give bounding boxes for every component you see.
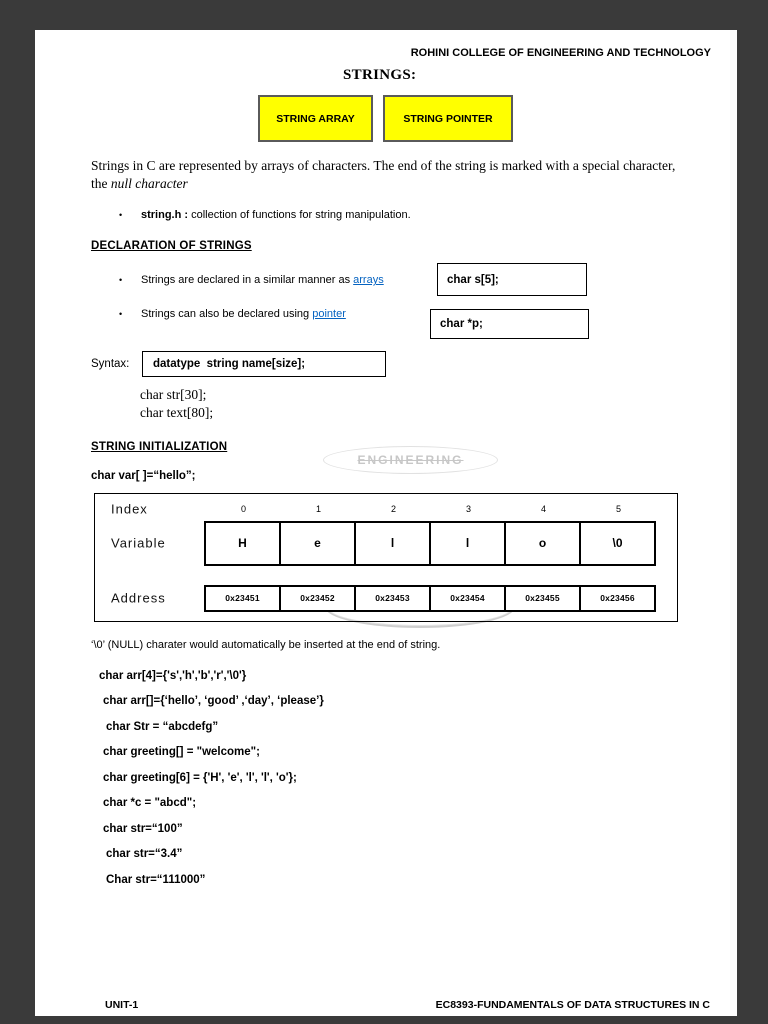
code-line: char Str = “abcdefg” xyxy=(106,720,219,733)
badge-string-array: STRING ARRAY xyxy=(258,95,373,142)
intro-emphasis: null character xyxy=(110,176,188,192)
initialization-code: char var[ ]=“hello”; xyxy=(91,469,196,482)
declaration-item1-text: Strings are declared in a similar manner as xyxy=(141,274,354,287)
syntax-example-1: char str[30]; xyxy=(140,387,207,403)
section-declaration-heading: DECLARATION OF STRINGS xyxy=(91,240,252,253)
declaration-item-arrays xyxy=(119,274,384,286)
intro-paragraph xyxy=(91,157,683,193)
pointer-link[interactable]: pointer xyxy=(312,308,346,321)
index-cell: 0 xyxy=(240,503,246,514)
topic-badges xyxy=(258,95,737,142)
code-line: Char str=“111000” xyxy=(106,873,206,886)
library-note-rest: collection of functions for string manipulation. xyxy=(188,209,411,222)
address-row-label: Address xyxy=(111,590,166,606)
index-cell: 1 xyxy=(315,503,321,514)
example-code-block xyxy=(99,670,737,886)
footer-course: EC8393-FUNDAMENTALS OF DATA STRUCTURES IN C xyxy=(435,999,710,1011)
library-note-text xyxy=(141,209,411,221)
variable-cell: l xyxy=(429,521,506,566)
library-note-bold: string.h : xyxy=(141,209,189,222)
index-cell: 2 xyxy=(390,503,396,514)
declaration-section xyxy=(91,262,737,346)
address-cell: 0x23452 xyxy=(279,585,356,612)
syntax-label: Syntax: xyxy=(91,358,130,371)
code-line: char greeting[] = "welcome"; xyxy=(103,746,260,759)
address-cell: 0x23456 xyxy=(579,585,656,612)
address-cell: 0x23451 xyxy=(204,585,281,612)
char-array-declaration-box: char s[5]; xyxy=(437,263,587,296)
null-terminator-note: ‘\0’ (NULL) charater would automatically be inserted at the end of string. xyxy=(91,638,441,651)
variable-row xyxy=(111,521,677,566)
variable-cell: \0 xyxy=(579,521,656,566)
watermark-text: ENGINEERING xyxy=(357,453,464,467)
library-note xyxy=(119,209,737,221)
variable-row-label: Variable xyxy=(111,535,166,551)
page-title: STRINGS: xyxy=(343,67,417,83)
variable-cell: H xyxy=(204,521,281,566)
bullet-icon: • xyxy=(119,309,123,320)
syntax-box: datatype string name[size]; xyxy=(142,351,386,377)
string-memory-table xyxy=(94,493,678,622)
code-line: char greeting[6] = {'H', 'e', 'l', 'l', 'o'}; xyxy=(103,771,297,784)
address-cell: 0x23455 xyxy=(504,585,581,612)
index-row-label: Index xyxy=(111,501,148,517)
address-cell: 0x23453 xyxy=(354,585,431,612)
code-line: char arr[4]={'s','h','b','r','\0'} xyxy=(99,669,247,682)
institution-header: ROHINI COLLEGE OF ENGINEERING AND TECHNOLOGY xyxy=(410,47,711,59)
address-cell: 0x23454 xyxy=(429,585,506,612)
char-pointer-declaration-box: char *p; xyxy=(430,309,589,339)
bullet-icon: • xyxy=(119,275,123,286)
syntax-example-2: char text[80]; xyxy=(140,404,214,420)
index-cell: 3 xyxy=(465,503,471,514)
document-page xyxy=(35,30,737,1016)
code-line: char *c = "abcd"; xyxy=(103,797,197,810)
syntax-row xyxy=(91,351,737,377)
code-line: char arr[]={‘hello’, ‘good’ ,‘day’, ‘please’} xyxy=(103,695,324,708)
syntax-examples xyxy=(140,386,737,421)
code-line: char str=“100” xyxy=(103,822,183,835)
badge-string-pointer: STRING POINTER xyxy=(383,95,513,142)
footer-unit: UNIT-1 xyxy=(105,999,139,1011)
variable-cell: o xyxy=(504,521,581,566)
address-row xyxy=(111,585,677,612)
variable-cell: e xyxy=(279,521,356,566)
declaration-item-text xyxy=(141,274,384,286)
bullet-icon: • xyxy=(119,210,123,221)
code-line: char str=“3.4” xyxy=(106,848,183,861)
index-cell: 4 xyxy=(540,503,546,514)
declaration-item-pointer xyxy=(119,308,346,320)
index-row xyxy=(111,501,677,517)
page-footer xyxy=(35,999,737,1011)
index-cell: 5 xyxy=(615,503,621,514)
arrays-link[interactable]: arrays xyxy=(353,274,384,287)
section-initialization-heading: STRING INITIALIZATION xyxy=(91,440,228,453)
declaration-item-text xyxy=(141,308,346,320)
declaration-item2-text: Strings can also be declared using xyxy=(141,308,313,321)
intro-text: Strings in C are represented by arrays of characters. The end of the string is marked with a special character, the xyxy=(91,158,676,192)
variable-cell: l xyxy=(354,521,431,566)
